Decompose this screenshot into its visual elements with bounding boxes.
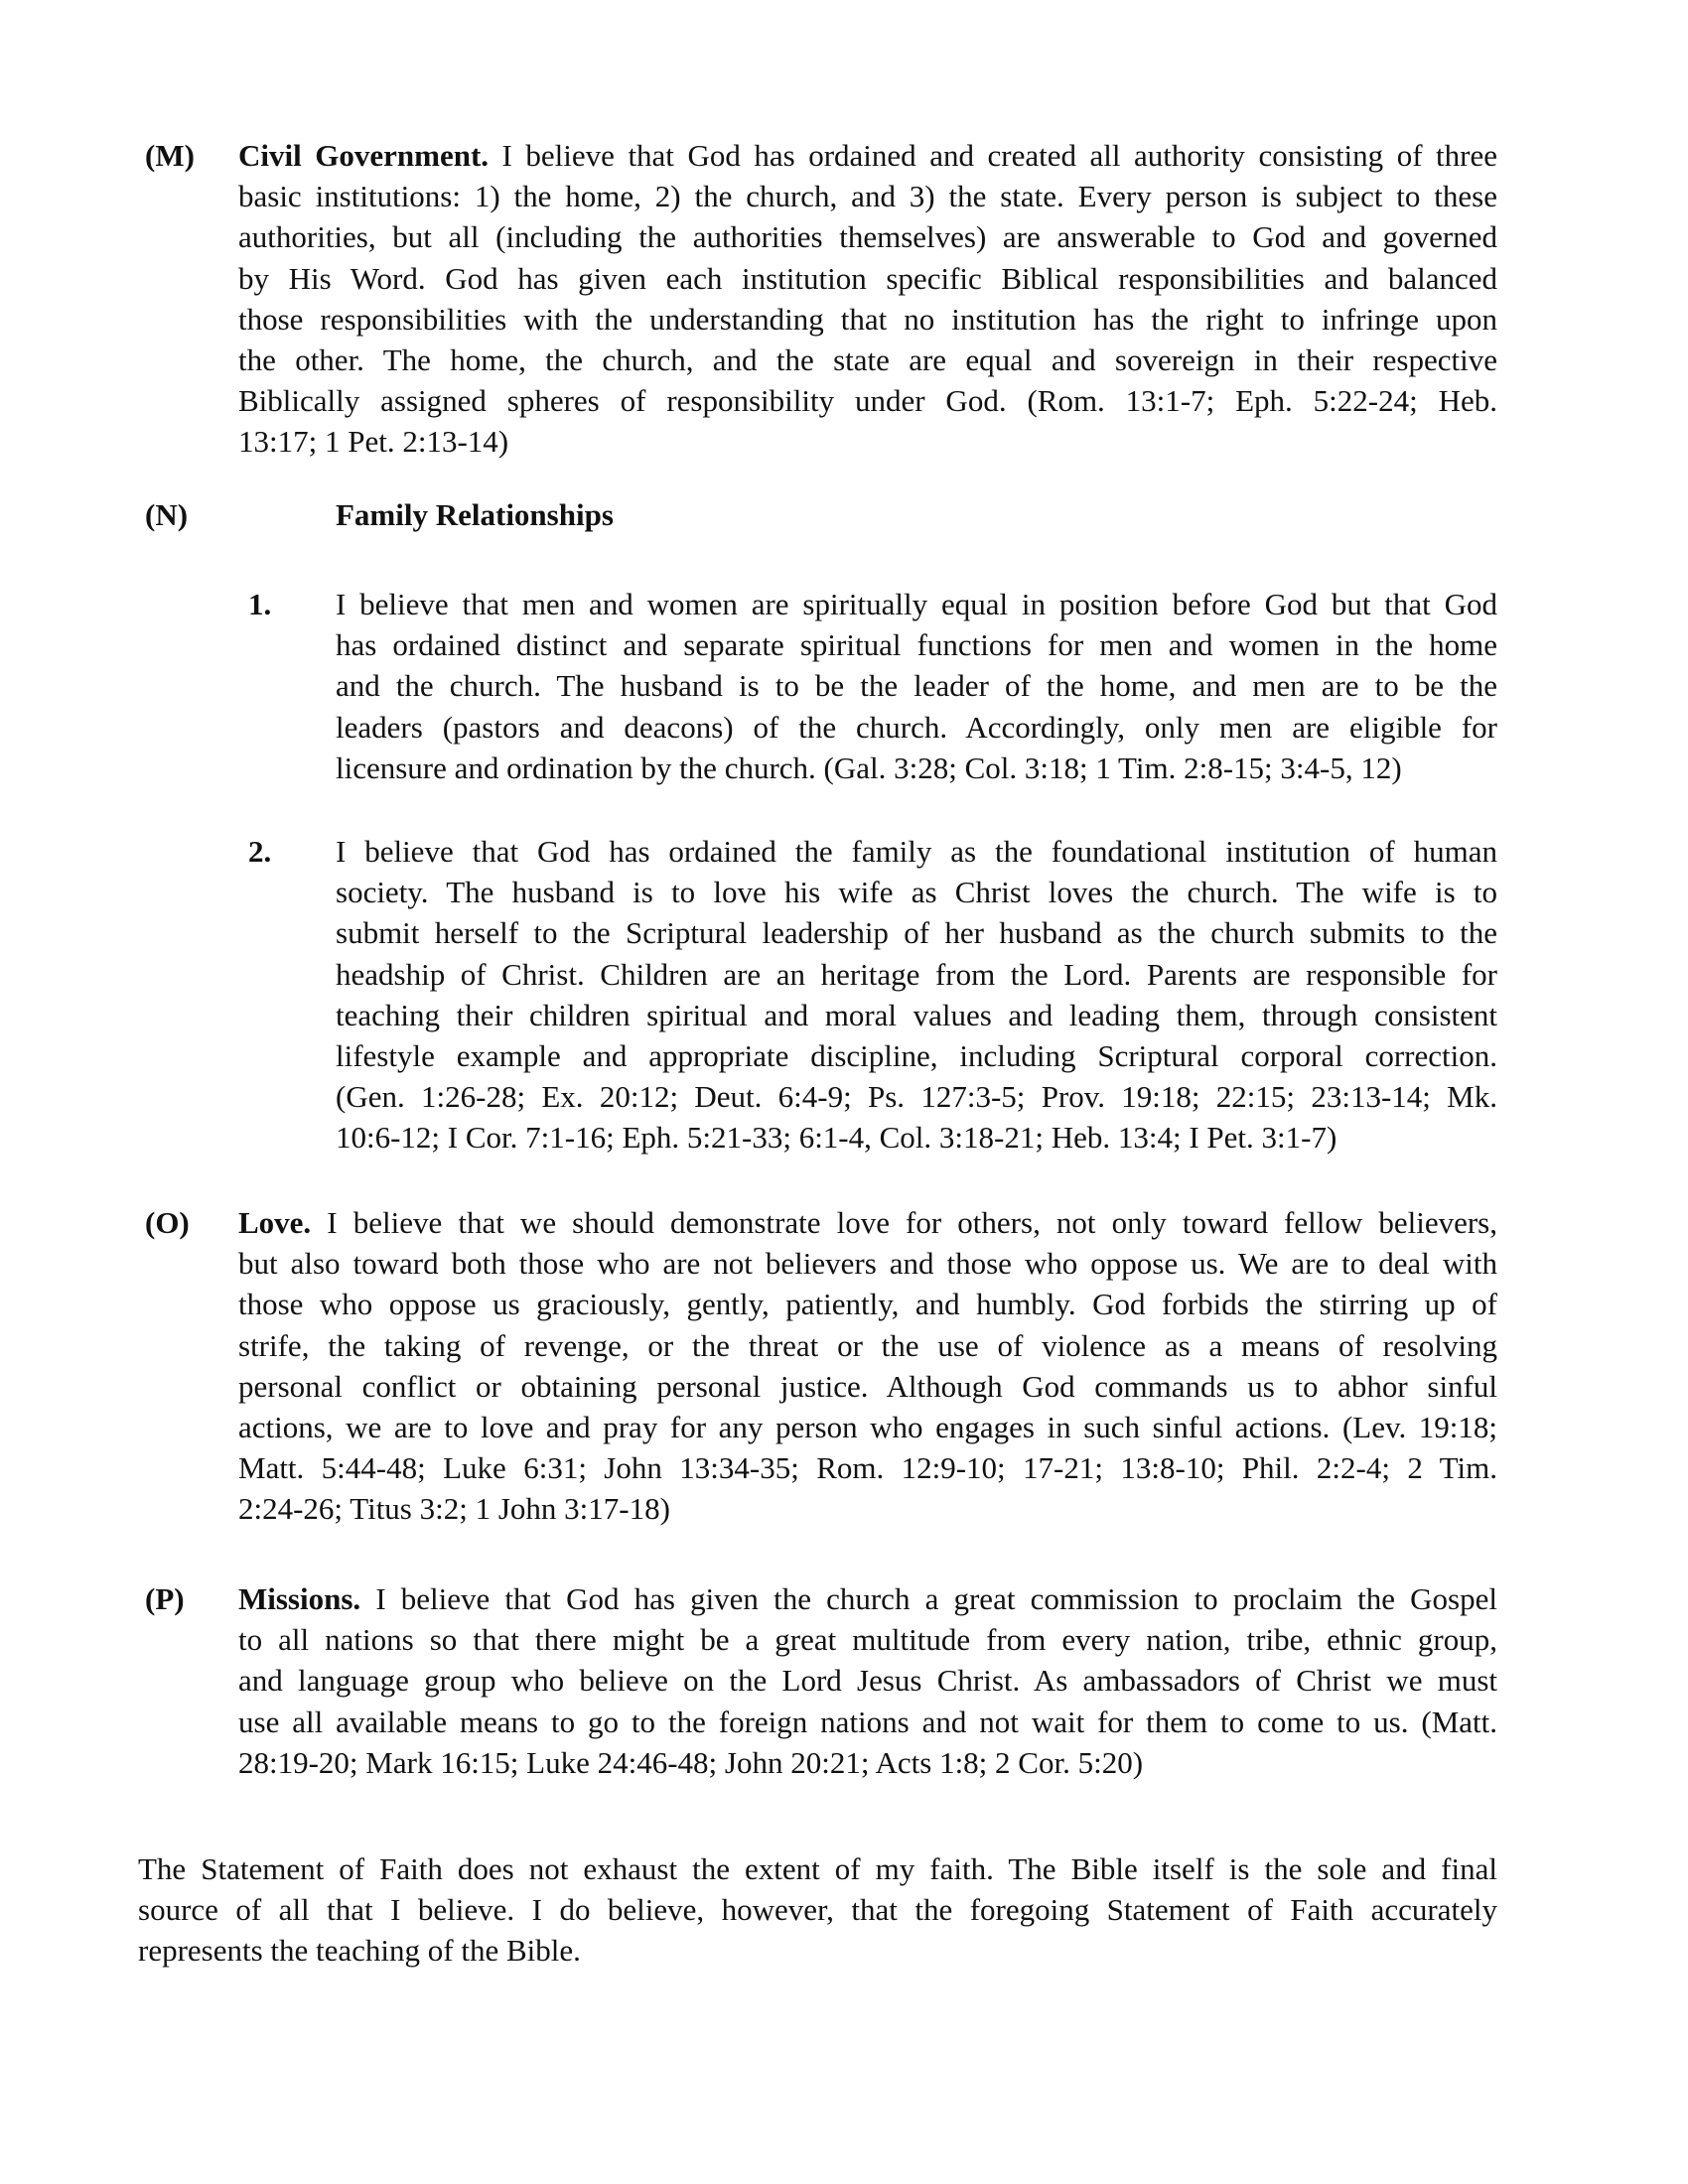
paragraph-line: I believe that God has ordained the family as the foundational institution of human: [336, 834, 1497, 869]
paragraph-line: Missions. I believe that God has given the church a great commission to proclaim the Gospel: [238, 1581, 1497, 1616]
paragraph-line: Civil Government. I believe that God has ordained and created all authority consisting of three: [238, 138, 1497, 173]
paragraph-line: (Gen. 1:26-28; Ex. 20:12; Deut. 6:4-9; Ps. 127:3-5; Prov. 19:18; 22:15; 23:13-14; Mk.: [336, 1079, 1497, 1115]
paragraph-line: submit herself to the Scriptural leadership of her husband as the church submits to the: [336, 915, 1497, 951]
paragraph-line: use all available means to go to the foreign nations and not wait for them to come to us. (Matt.: [238, 1704, 1497, 1739]
paragraph-line: those responsibilities with the understanding that no institution has the right to infringe upon: [238, 301, 1497, 337]
paragraph-line: source of all that I believe. I do believe, however, that the foregoing Statement of Faith accurately: [138, 1892, 1497, 1928]
paragraph-line: authorities, but all (including the authorities themselves) are answerable to God and governed: [238, 219, 1497, 255]
paragraph-line: but also toward both those who are not believers and those who oppose us. We are to deal with: [238, 1246, 1497, 1282]
paragraph-line: I believe that men and women are spiritually equal in position before God but that God: [336, 587, 1497, 621]
paragraph-line: The Statement of Faith does not exhaust the extent of my faith. The Bible itself is the sole and final: [138, 1851, 1497, 1886]
paragraph-line: strife, the taking of revenge, or the threat or the use of violence as a means of resolving: [238, 1327, 1497, 1363]
paragraph-line: Love. I believe that we should demonstrate love for others, not only toward fellow believers,: [238, 1205, 1497, 1240]
section-o-love: [238, 1202, 1497, 1530]
paragraph-line: and language group who believe on the Lord Jesus Christ. As ambassadors of Christ we must: [238, 1663, 1497, 1699]
section-title: Love.: [238, 1205, 312, 1240]
paragraph-line: headship of Christ. Children are an heritage from the Lord. Parents are responsible for: [336, 956, 1497, 992]
section-title: Missions.: [238, 1581, 361, 1616]
paragraph-line: Biblically assigned spheres of responsibility under God. (Rom. 13:1-7; Eph. 5:22-24; Heb.: [238, 383, 1497, 419]
paragraph-line: by His Word. God has given each institution specific Biblical responsibilities and balanced: [238, 260, 1497, 296]
section-title: Civil Government.: [238, 138, 490, 173]
section-p-missions: [238, 1578, 1497, 1783]
paragraph-line: to all nations so that there might be a great multitude from every nation, tribe, ethnic group,: [238, 1622, 1497, 1658]
section-label-o: (O): [145, 1205, 190, 1240]
section-label-m: (M): [145, 138, 195, 173]
family-item-2: [336, 831, 1497, 1159]
paragraph-line: basic institutions: 1) the home, 2) the church, and 3) the state. Every person is subject to these: [238, 179, 1497, 214]
paragraph-line: 13:17; 1 Pet. 2:13-14): [238, 424, 509, 460]
section-m-civil-government: [238, 135, 1497, 463]
paragraph-line: 10:6-12; I Cor. 7:1-16; Eph. 5:21-33; 6:1-4, Col. 3:18-21; Heb. 13:4; I Pet. 3:1-7): [336, 1120, 1337, 1156]
item-number-2: 2.: [248, 834, 272, 869]
section-label-n: (N): [145, 497, 189, 532]
paragraph-line: 2:24-26; Titus 3:2; 1 John 3:17-18): [238, 1491, 670, 1527]
paragraph-line: Matt. 5:44-48; Luke 6:31; John 13:34-35; Rom. 12:9-10; 17-21; 13:8-10; Phil. 2:2-4; 2 Tim.: [238, 1450, 1497, 1486]
family-item-1: [336, 584, 1497, 788]
paragraph-line: licensure and ordination by the church. (Gal. 3:28; Col. 3:18; 1 Tim. 2:8-15; 3:4-5, 12): [336, 750, 1402, 785]
section-label-p: (P): [145, 1581, 185, 1616]
paragraph-line: actions, we are to love and pray for any person who engages in such sinful actions. (Lev. 19:18;: [238, 1409, 1497, 1444]
paragraph-line: lifestyle example and appropriate discipline, including Scriptural corporal correction.: [336, 1037, 1497, 1073]
paragraph-line: 28:19-20; Mark 16:15; Luke 24:46-48; John 20:21; Acts 1:8; 2 Cor. 5:20): [238, 1744, 1144, 1780]
paragraph-line: society. The husband is to love his wife as Christ loves the church. The wife is to: [336, 875, 1497, 910]
paragraph-line: the other. The home, the church, and the state are equal and sovereign in their respective: [238, 341, 1497, 377]
paragraph-line: and the church. The husband is to be the leader of the home, and men are to be the: [336, 668, 1497, 704]
paragraph-line: represents the teaching of the Bible.: [138, 1933, 581, 1969]
paragraph-line: has ordained distinct and separate spiritual functions for men and women in the home: [336, 627, 1497, 663]
paragraph-line: teaching their children spiritual and moral values and leading them, through consistent: [336, 997, 1497, 1032]
section-title-family-relationships: Family Relationships: [336, 497, 614, 532]
paragraph-line: leaders (pastors and deacons) of the church. Accordingly, only men are eligible for: [336, 709, 1497, 745]
paragraph-line: personal conflict or obtaining personal justice. Although God commands us to abhor sinful: [238, 1368, 1497, 1404]
item-number-1: 1.: [248, 587, 272, 621]
paragraph-line: those who oppose us graciously, gently, patiently, and humbly. God forbids the stirring up of: [238, 1287, 1497, 1322]
closing-paragraph: [138, 1848, 1497, 1972]
